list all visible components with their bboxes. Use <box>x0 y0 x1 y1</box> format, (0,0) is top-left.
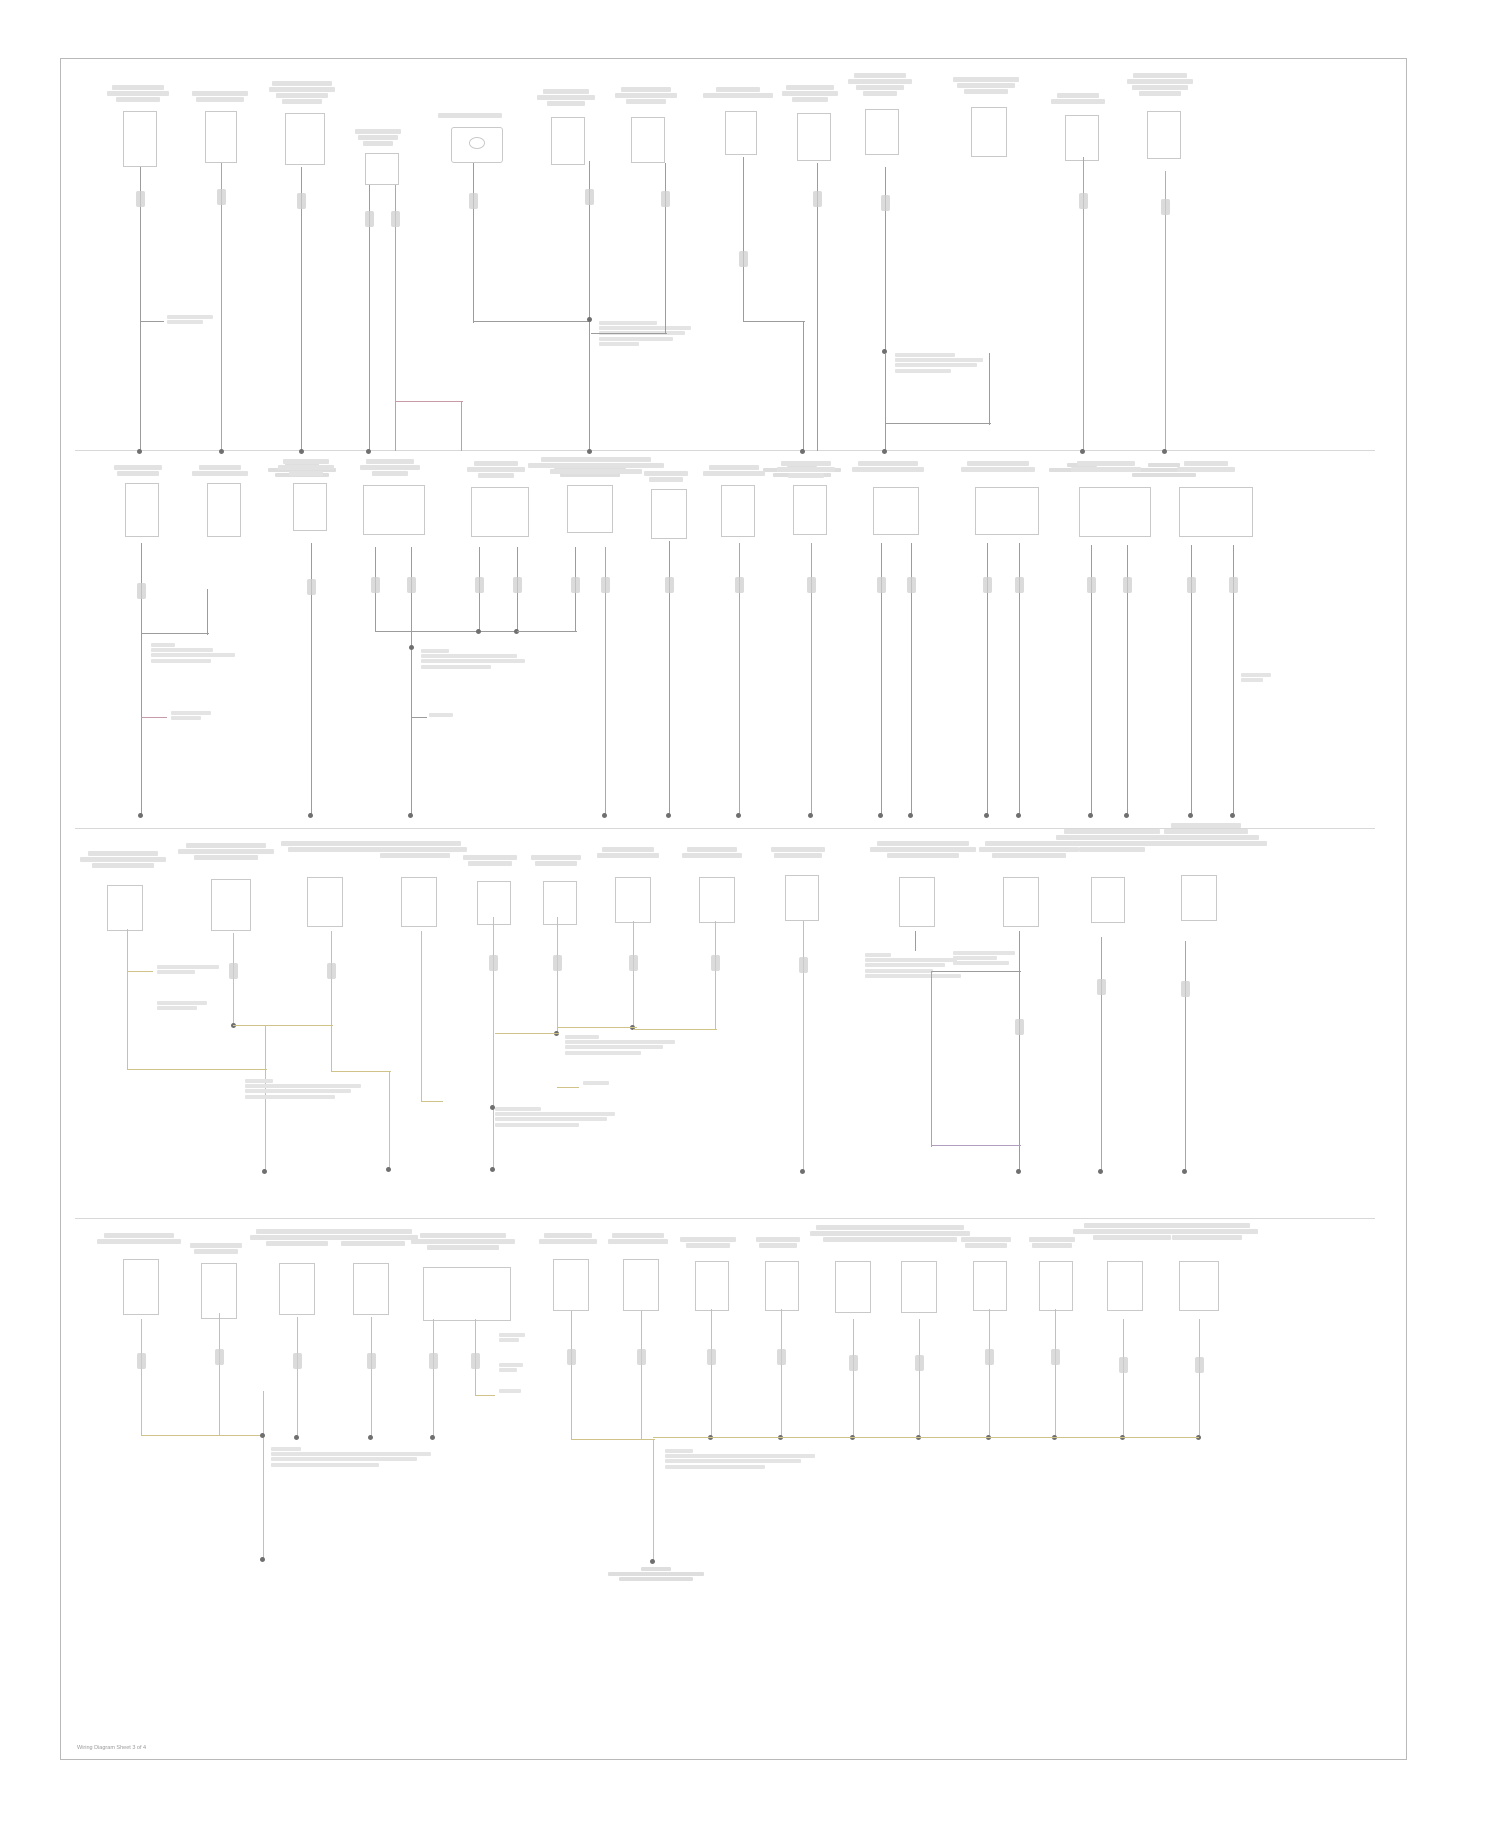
connector <box>1051 1349 1060 1365</box>
component-box <box>543 881 577 925</box>
note <box>565 1035 715 1056</box>
note <box>1241 673 1281 683</box>
connector <box>777 1349 786 1365</box>
wire <box>641 1311 642 1439</box>
component-box <box>1003 877 1039 927</box>
component-label <box>171 843 281 861</box>
wire <box>263 1391 264 1559</box>
component-label <box>837 73 923 97</box>
wire <box>221 163 222 451</box>
connector <box>665 577 674 593</box>
wire <box>219 1313 220 1435</box>
connector <box>585 189 594 205</box>
band-3 <box>75 829 1375 1219</box>
note <box>429 713 469 718</box>
wire <box>411 631 412 815</box>
component-box <box>797 113 831 161</box>
wire <box>207 589 208 635</box>
connector <box>513 577 522 593</box>
component-box <box>1181 875 1217 921</box>
component-label <box>177 465 263 477</box>
note <box>499 1333 539 1343</box>
component-box <box>975 487 1039 535</box>
component-label <box>955 461 1041 473</box>
ground-label <box>601 1567 711 1582</box>
wire <box>915 931 916 951</box>
component-box <box>211 879 251 931</box>
wire <box>557 1087 579 1088</box>
connector <box>985 1349 994 1365</box>
component-box <box>107 885 143 931</box>
band-2 <box>75 451 1375 829</box>
note <box>499 1389 539 1394</box>
component-label <box>669 847 755 859</box>
ground-point <box>800 1169 805 1174</box>
ground-point <box>650 1559 655 1564</box>
component-box <box>1065 115 1099 161</box>
component-label <box>1063 461 1149 473</box>
connector <box>475 577 484 593</box>
wire <box>743 321 805 322</box>
wire <box>633 1029 717 1030</box>
wire <box>301 167 302 451</box>
note <box>499 1363 539 1373</box>
note <box>245 1079 395 1100</box>
component-label <box>1163 461 1249 473</box>
connector <box>215 1349 224 1365</box>
component-box <box>293 483 327 531</box>
component-label <box>95 465 181 477</box>
ground-point <box>294 1435 299 1440</box>
connector <box>1195 1357 1204 1373</box>
component-box <box>365 153 399 185</box>
component-box <box>201 1263 237 1319</box>
wire <box>473 321 591 322</box>
ground-point <box>1230 813 1235 818</box>
component-label <box>95 85 181 103</box>
ground-point <box>1016 1169 1021 1174</box>
wire <box>715 921 716 1029</box>
sensor-icon <box>469 137 485 149</box>
component-box <box>423 1267 511 1321</box>
component-box <box>699 877 735 923</box>
component-label <box>427 113 513 119</box>
connector <box>983 577 992 593</box>
wire <box>885 423 991 424</box>
connector <box>429 1353 438 1369</box>
wire <box>475 1395 495 1396</box>
component-box <box>873 487 919 535</box>
component-label <box>523 89 609 107</box>
component-box <box>631 117 665 163</box>
connector <box>391 211 400 227</box>
component-label <box>863 841 983 859</box>
splice <box>476 629 481 634</box>
wire <box>141 1435 265 1436</box>
connector <box>469 193 478 209</box>
component-box <box>1079 487 1151 537</box>
ground-point <box>1016 813 1021 818</box>
ground-point <box>736 813 741 818</box>
ground-point <box>1182 1169 1187 1174</box>
component-box <box>865 109 899 155</box>
connector <box>813 191 822 207</box>
wire <box>1019 931 1020 1171</box>
connector <box>1161 199 1170 215</box>
wire <box>571 1311 572 1439</box>
connector <box>739 251 748 267</box>
wire <box>743 157 744 321</box>
connector <box>571 577 580 593</box>
wire <box>297 1317 298 1437</box>
wire <box>989 353 990 425</box>
connector <box>1097 979 1106 995</box>
sheet-footer: Wiring Diagram Sheet 3 of 4 <box>77 1745 147 1751</box>
connector <box>1181 981 1190 997</box>
wire <box>375 631 517 632</box>
component-label <box>1117 73 1203 97</box>
wire <box>919 1319 920 1437</box>
ground-point <box>808 813 813 818</box>
wire <box>557 917 558 1033</box>
ground-point <box>1088 813 1093 818</box>
component-label <box>1141 823 1271 847</box>
connector <box>307 579 316 595</box>
component-box <box>899 877 935 927</box>
connector <box>297 193 306 209</box>
component-box <box>765 1261 799 1311</box>
component-box <box>123 111 157 167</box>
component-box <box>1179 1261 1219 1311</box>
ground-point <box>878 813 883 818</box>
component-label <box>763 461 849 479</box>
splice <box>260 1433 265 1438</box>
wire <box>140 167 141 451</box>
wire <box>989 1309 990 1437</box>
component-box <box>207 483 241 537</box>
connector <box>367 1353 376 1369</box>
ground-point <box>602 813 607 818</box>
connector <box>915 1355 924 1371</box>
note <box>167 315 227 325</box>
component-label <box>1147 1223 1267 1241</box>
connector <box>136 191 145 207</box>
connector <box>1079 193 1088 209</box>
note <box>583 1081 623 1086</box>
component-label <box>755 847 841 859</box>
component-box <box>695 1261 729 1311</box>
ground-point <box>138 813 143 818</box>
connector <box>1119 1357 1128 1373</box>
wire <box>711 1309 712 1437</box>
connector <box>877 577 886 593</box>
component-box <box>623 1259 659 1311</box>
ground-point <box>666 813 671 818</box>
wire <box>591 333 667 334</box>
component-box <box>471 487 529 537</box>
ground-point <box>308 813 313 818</box>
wire <box>931 971 1021 972</box>
component-label <box>263 459 349 477</box>
ground-point <box>1188 813 1193 818</box>
component-label <box>603 87 689 105</box>
ground-point <box>368 1435 373 1440</box>
wire <box>495 1033 559 1034</box>
connector <box>1187 577 1196 593</box>
connector <box>553 955 562 971</box>
band-4 <box>75 1219 1375 1689</box>
connector <box>229 963 238 979</box>
wire <box>141 717 167 718</box>
wire <box>140 321 164 322</box>
component-box <box>1179 487 1253 537</box>
wire <box>127 971 153 972</box>
wire <box>141 633 209 634</box>
connector <box>407 577 416 593</box>
connector <box>137 583 146 599</box>
wire <box>557 1027 637 1028</box>
wire <box>331 1071 391 1072</box>
connector <box>471 1353 480 1369</box>
connector <box>881 195 890 211</box>
component-box <box>971 107 1007 157</box>
component-box <box>279 1263 315 1315</box>
ground-point <box>490 1167 495 1172</box>
note <box>421 649 571 670</box>
wire <box>141 1319 142 1435</box>
component-label <box>845 461 931 473</box>
connector <box>489 955 498 971</box>
wire <box>633 921 634 1029</box>
component-label <box>335 129 421 147</box>
band-1 <box>75 71 1375 451</box>
wire <box>411 717 427 718</box>
component-box <box>1107 1261 1143 1311</box>
component-box <box>285 113 325 165</box>
component-box <box>725 111 757 155</box>
wire <box>233 933 234 1025</box>
wire <box>233 1025 333 1026</box>
connector <box>217 189 226 205</box>
wire <box>1055 1309 1056 1437</box>
wire <box>389 1071 390 1169</box>
connector <box>137 1353 146 1369</box>
component-label <box>177 91 263 103</box>
connector <box>601 577 610 593</box>
component-box <box>721 485 755 537</box>
connector <box>907 577 916 593</box>
ground-point <box>984 813 989 818</box>
note <box>953 951 1043 967</box>
connector <box>1087 577 1096 593</box>
component-box <box>973 1261 1007 1311</box>
component-box <box>125 483 159 537</box>
ground-point <box>1124 813 1129 818</box>
component-box <box>205 111 237 163</box>
note <box>495 1107 645 1128</box>
connector <box>807 577 816 593</box>
ground-point <box>1098 1169 1103 1174</box>
component-label <box>585 847 671 859</box>
connector <box>707 1349 716 1365</box>
component-label <box>75 851 171 869</box>
ground-point <box>262 1169 267 1174</box>
connector <box>629 955 638 971</box>
wire <box>653 1439 654 1561</box>
splice <box>386 1167 391 1172</box>
component-box <box>1039 1261 1073 1311</box>
wire <box>371 1317 372 1437</box>
component-label <box>347 459 433 477</box>
connector <box>1123 577 1132 593</box>
wire <box>1123 1319 1124 1437</box>
wire <box>665 163 666 333</box>
connector <box>711 955 720 971</box>
component-box <box>567 485 613 533</box>
note <box>171 711 241 721</box>
splice <box>587 317 592 322</box>
connector <box>293 1353 302 1369</box>
splice <box>409 645 414 650</box>
wire <box>421 931 422 1101</box>
component-box <box>793 485 827 535</box>
component-label <box>403 1233 523 1251</box>
ground-point <box>260 1557 265 1562</box>
connector <box>637 1349 646 1365</box>
connector <box>799 957 808 973</box>
wire <box>517 631 577 632</box>
connector <box>365 211 374 227</box>
component-box <box>901 1261 937 1313</box>
component-box <box>1091 877 1125 923</box>
connector <box>661 191 670 207</box>
diagram-sheet <box>60 58 1407 1760</box>
connector <box>567 1349 576 1365</box>
ground-point <box>908 813 913 818</box>
note <box>157 1001 307 1011</box>
component-box <box>651 489 687 539</box>
component-box <box>1147 111 1181 159</box>
note <box>271 1447 461 1468</box>
wire <box>885 353 886 451</box>
component-box <box>353 1263 389 1315</box>
wire <box>571 1439 655 1440</box>
note <box>895 353 1045 374</box>
wire <box>1101 937 1102 1171</box>
connector <box>1229 577 1238 593</box>
component-label <box>259 81 345 105</box>
note <box>151 643 301 664</box>
wire <box>395 401 463 402</box>
wire <box>473 163 474 323</box>
ground-point <box>430 1435 435 1440</box>
component-box <box>363 485 425 535</box>
wire <box>461 401 462 451</box>
wire <box>127 1069 267 1070</box>
component-box <box>123 1259 159 1315</box>
wire <box>127 929 128 1069</box>
wire <box>433 1319 434 1437</box>
component-label <box>1035 93 1121 105</box>
wire <box>803 321 804 451</box>
wire <box>421 1101 443 1102</box>
note <box>665 1449 845 1470</box>
connector <box>1015 1019 1024 1035</box>
connector <box>371 577 380 593</box>
wire <box>931 1145 1021 1146</box>
component-box <box>553 1259 589 1311</box>
ground-point <box>408 813 413 818</box>
wire <box>1185 941 1186 1171</box>
wire <box>331 931 332 1071</box>
wire <box>931 971 932 1147</box>
wire <box>853 1319 854 1437</box>
component-box <box>551 117 585 165</box>
component-box <box>401 877 437 927</box>
wire <box>1199 1319 1200 1437</box>
connector <box>735 577 744 593</box>
connector <box>327 963 336 979</box>
component-box <box>785 875 819 921</box>
connector <box>849 1355 858 1371</box>
component-box <box>307 877 343 927</box>
component-label <box>943 77 1029 95</box>
wire <box>781 1309 782 1437</box>
wire-bus <box>653 1437 1199 1438</box>
component-box <box>615 877 651 923</box>
connector <box>1015 577 1024 593</box>
component-box <box>835 1261 871 1313</box>
